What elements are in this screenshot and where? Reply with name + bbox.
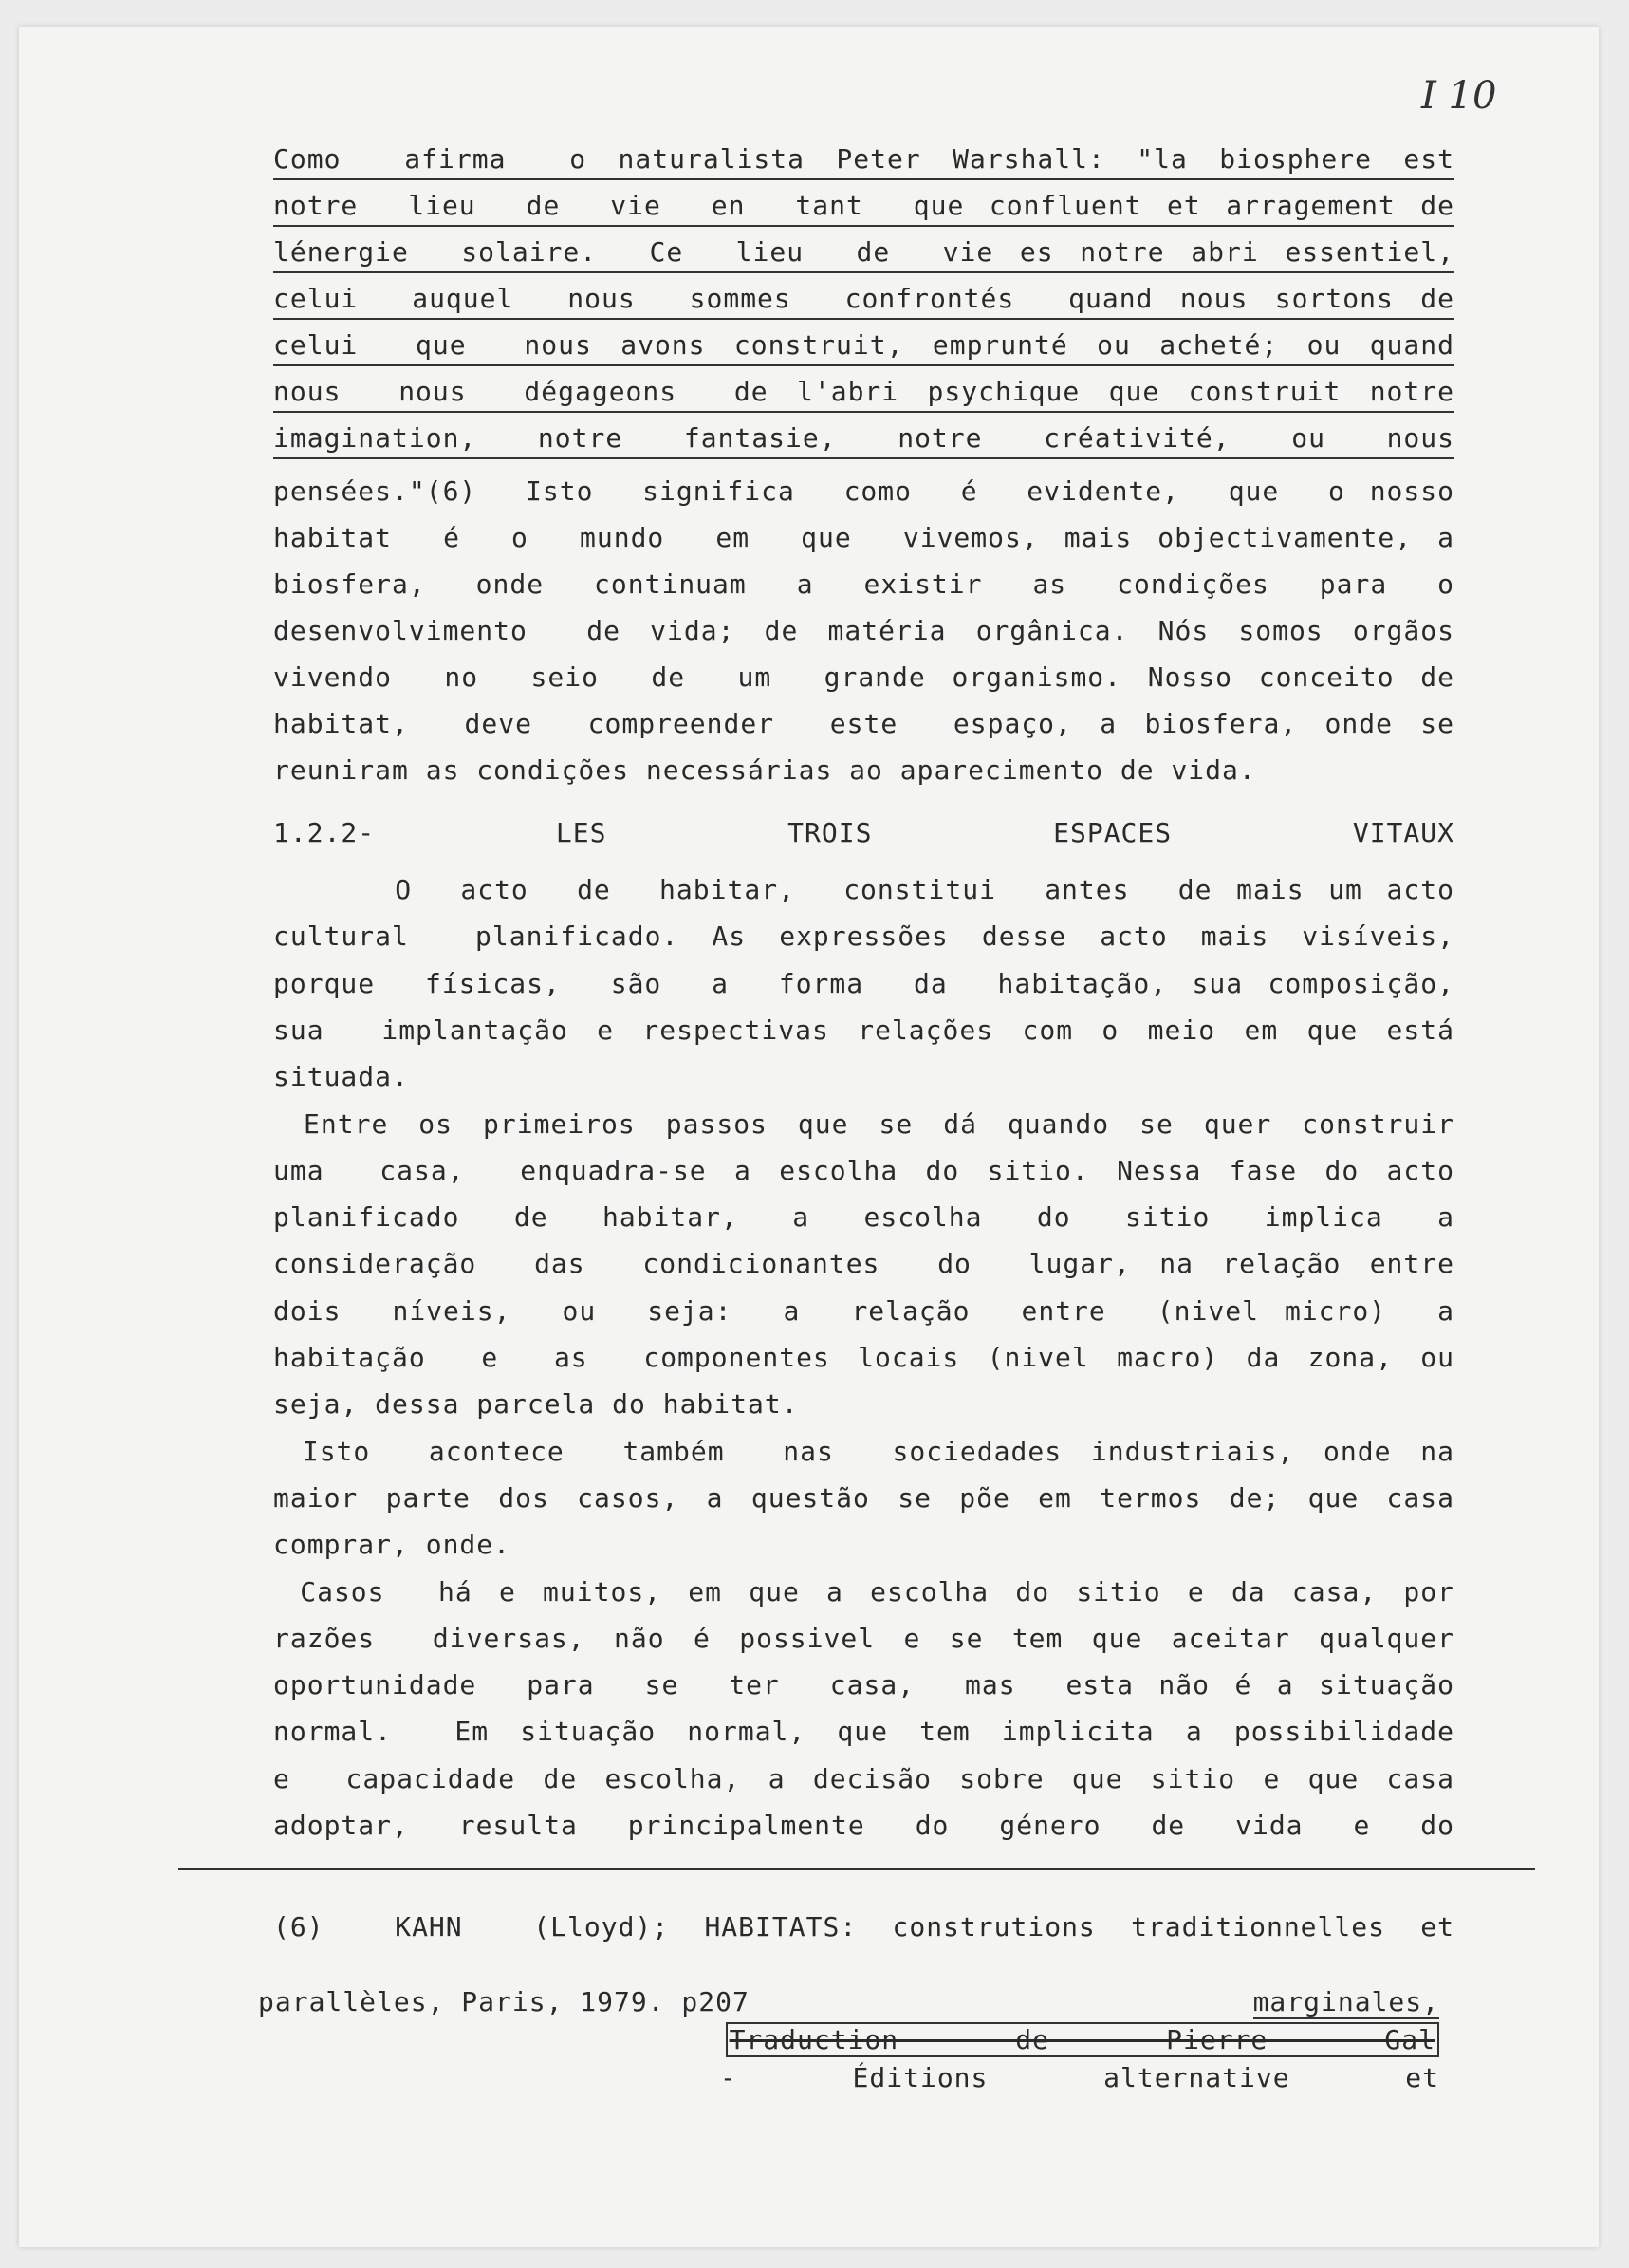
text-line: habitat é o mundo em que vivemos, mais objectivamente, a (273, 522, 1454, 553)
text-line: dois níveis, ou seja: a relação entre (nivel micro) a (273, 1294, 1454, 1327)
text-line: Como afirma o naturalista Peter Warshall: "la biosphere est (273, 140, 1454, 180)
footnote-publisher: - Éditions alternative et (719, 2062, 1439, 2093)
text-line: biosfera, onde continuam a existir as condições para o (273, 568, 1454, 600)
text-line: habitat, deve compreender este espaço, a biosfera, onde se (273, 708, 1454, 739)
section-heading: 1.2.2- LES TROIS ESPACES VITAUX (273, 817, 1454, 848)
page-number: I 10 (1421, 74, 1497, 118)
text-line: desenvolvimento de vida; de matéria orgânica. Nós somos orgãos (273, 615, 1454, 646)
footnote-translator-box: Traduction de Pierre Gal (726, 2022, 1439, 2057)
text-line: consideração das condicionantes do lugar, na relação entre (273, 1248, 1454, 1280)
text-line: Casos há e muitos, em que a escolha do sitio e da casa, por (273, 1575, 1454, 1608)
text-line: pensées."(6) Isto significa como é evidente, que o nosso (273, 475, 1454, 507)
text-line: cultural planificado. As expressões desse acto mais visíveis, (273, 920, 1454, 953)
text-line: adoptar, resulta principalmente do género de vida e do (273, 1810, 1454, 1841)
footnote-marginales: marginales, (1252, 1986, 1439, 2017)
text-line: seja, dessa parcela do habitat. (273, 1388, 799, 1421)
text-line: reuniram as condições necessárias ao aparecimento de vida. (273, 754, 1256, 786)
text-line: lénergie solaire. Ce lieu de vie es notre abri essentiel, (273, 233, 1454, 273)
text-line: habitação e as componentes locais (nivel macro) da zona, ou (273, 1342, 1454, 1373)
text-line: celui que nous avons construit, emprunté ou acheté; ou quand (273, 326, 1454, 366)
footnote-separator (178, 1868, 1535, 1870)
text-line: Isto acontece também nas sociedades industriais, onde na (273, 1435, 1454, 1467)
footnote-line-1: (6) KAHN (Lloyd); HABITATS: construtions traditionnelles et (273, 1911, 1454, 1943)
text-line: porque físicas, são a forma da habitação, sua composição, (273, 967, 1454, 999)
text-line: razões diversas, não é possivel e se tem que aceitar qualquer (273, 1622, 1454, 1654)
text-line: sua implantação e respectivas relações com o meio em que está (273, 1013, 1454, 1046)
text-line: normal. Em situação normal, que tem implicita a possibilidade (273, 1716, 1454, 1748)
text-line: imagination, notre fantasie, notre créativité, ou nous (273, 419, 1454, 459)
footnote-line-2 (258, 1945, 1439, 2135)
text-line: uma casa, enquadra-se a escolha do sitio. Nessa fase do acto (273, 1154, 1454, 1186)
text-line: vivendo no seio de um grande organismo. Nosso conceito de (273, 661, 1454, 693)
text-line: oportunidade para se ter casa, mas esta não é a situação (273, 1669, 1454, 1701)
document-page (19, 27, 1599, 2247)
text-line: situada. (273, 1061, 409, 1093)
footnote-line-3: parallèles, Paris, 1979. p207 (258, 1986, 750, 2017)
text-line: notre lieu de vie en tant que confluent et arragement de (273, 187, 1454, 227)
text-line: planificado de habitar, a escolha do sitio implica a (273, 1201, 1454, 1234)
text-line: celui auquel nous sommes confrontés quand nous sortons de (273, 280, 1454, 320)
text-line: nous nous dégageons de l'abri psychique que construit notre (273, 373, 1454, 413)
text-line: Entre os primeiros passos que se dá quando se quer construir (273, 1107, 1454, 1140)
text-line: maior parte dos casos, a questão se põe em termos de; que casa (273, 1481, 1454, 1514)
text-line: e capacidade de escolha, a decisão sobre que sitio e que casa (273, 1762, 1454, 1794)
text-line: O acto de habitar, constitui antes de mais um acto (273, 874, 1454, 905)
text-line: comprar, onde. (273, 1529, 511, 1561)
